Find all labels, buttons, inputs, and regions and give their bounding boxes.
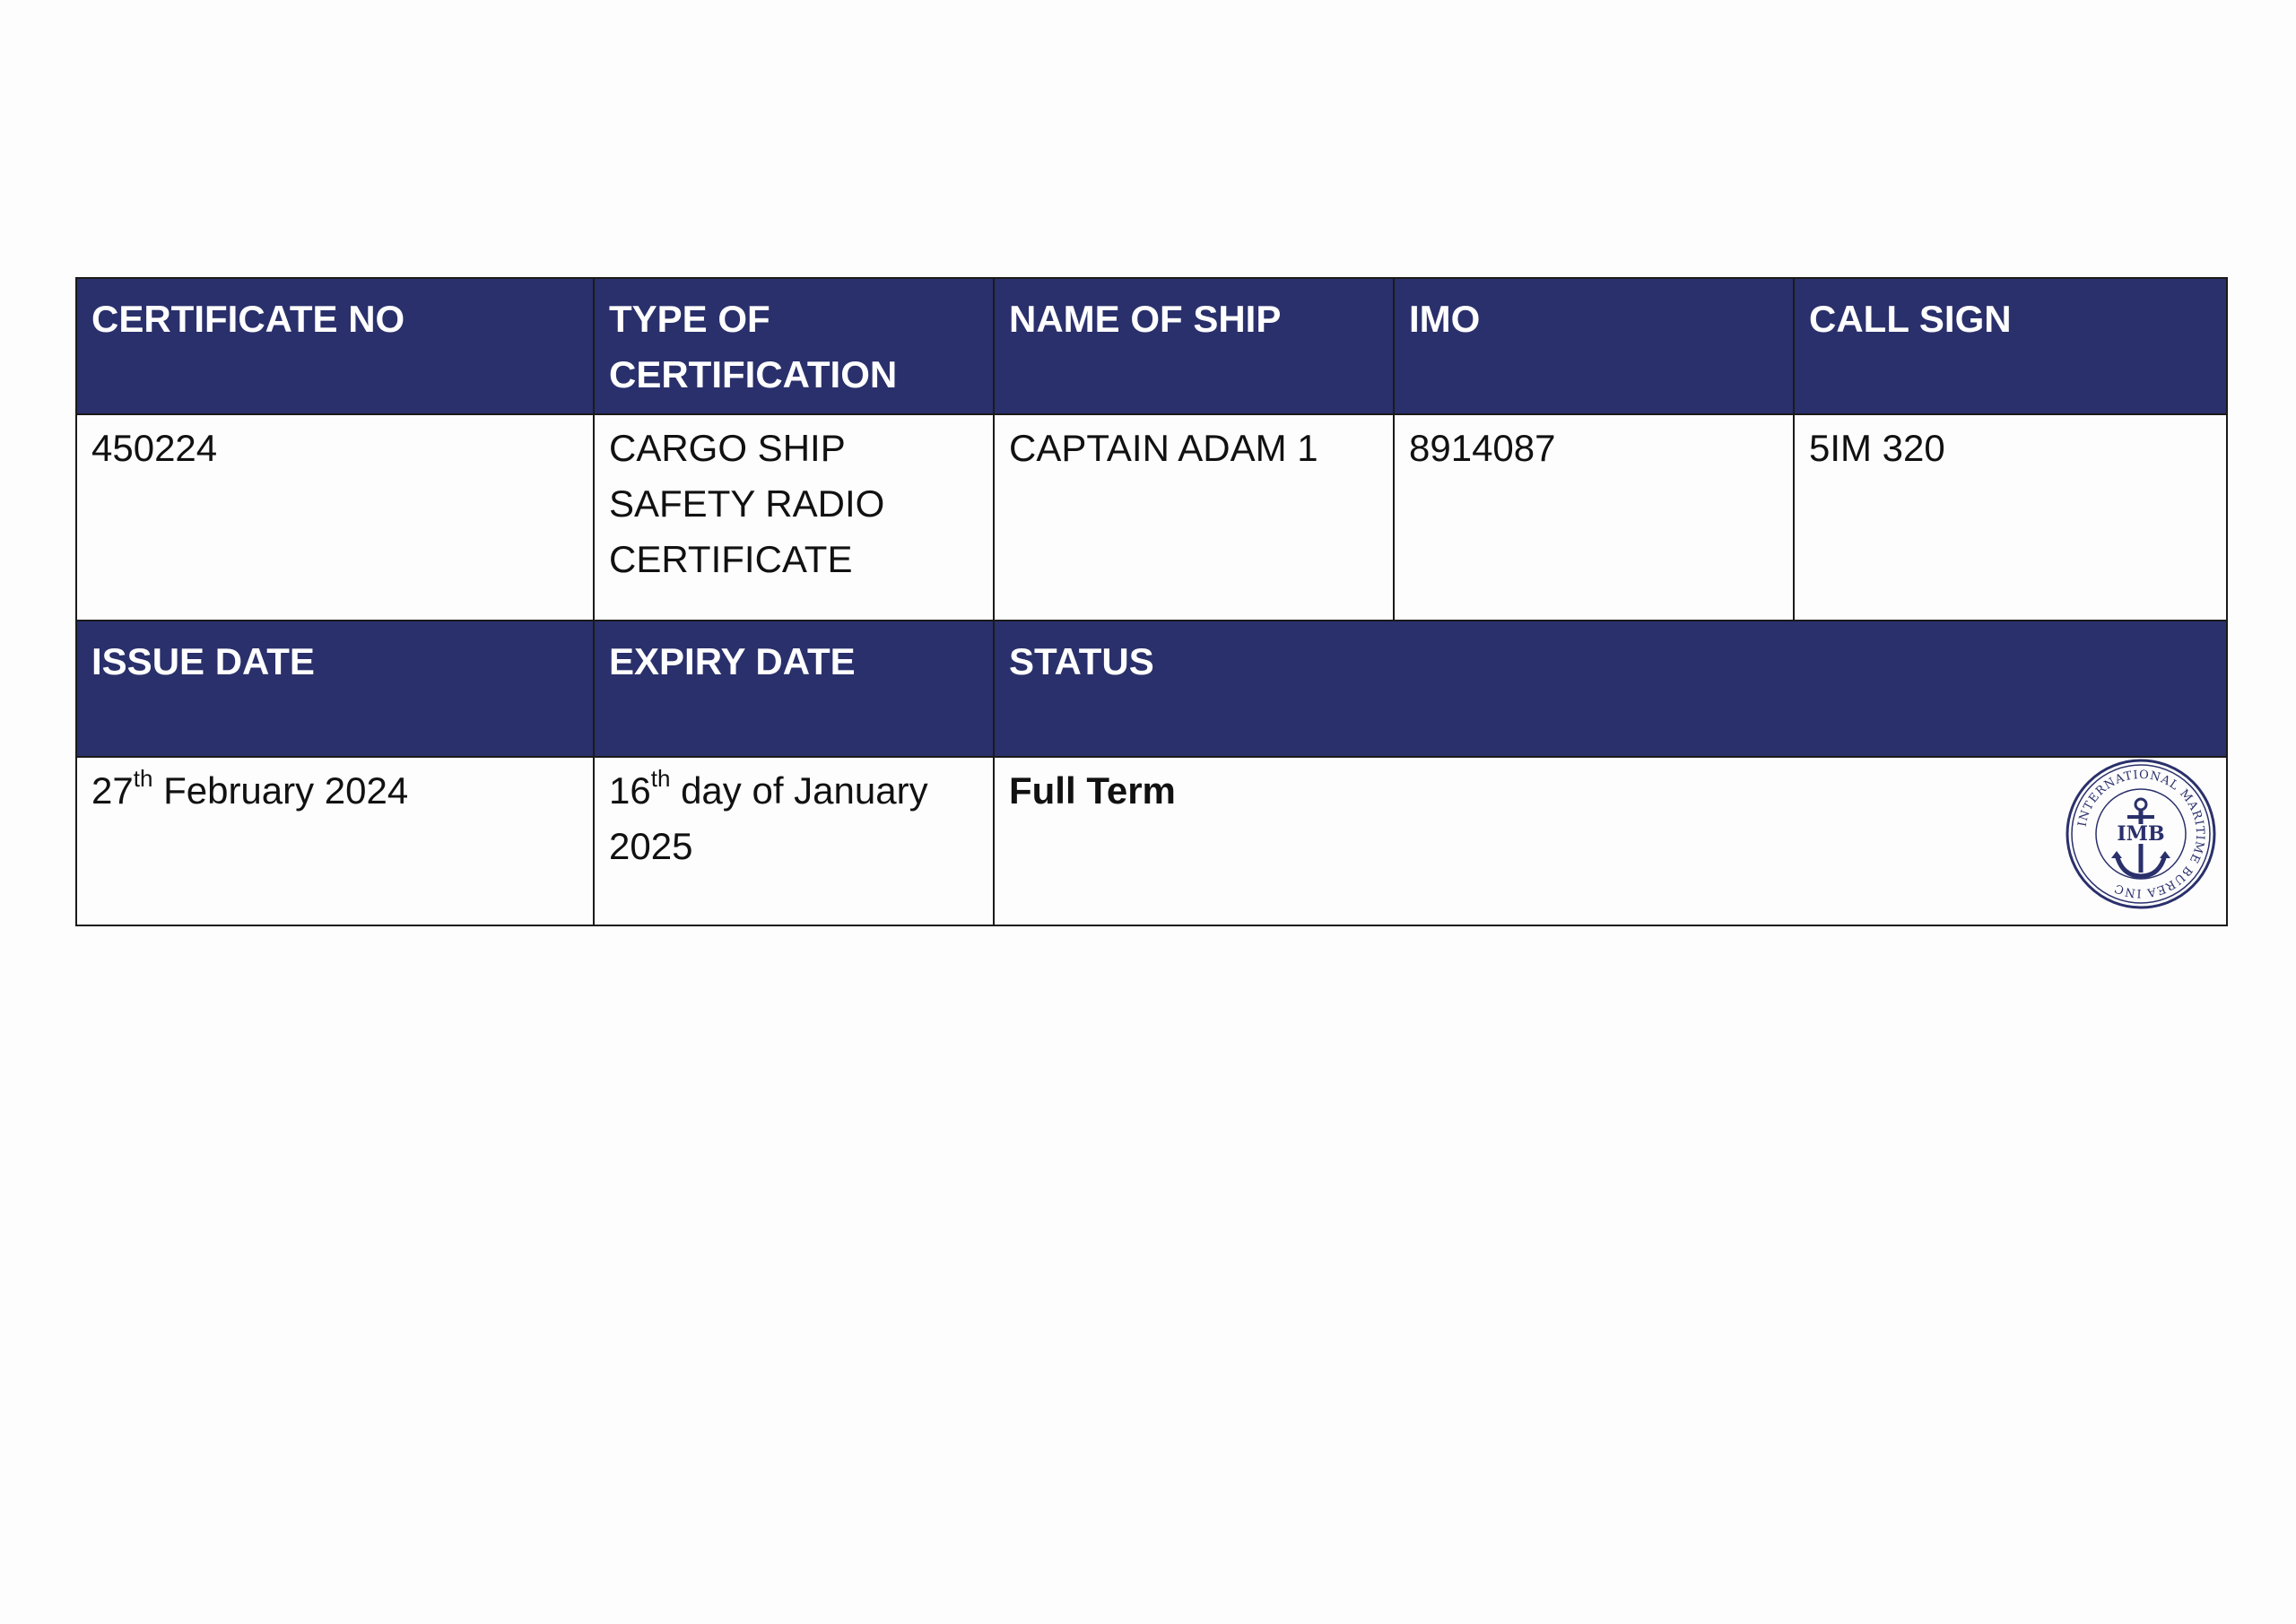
expiry-date-rest: day of January 2025 xyxy=(609,769,928,867)
seal-center-text: IMB xyxy=(2117,822,2165,846)
header-row-2 xyxy=(76,621,2227,757)
status-value: Full Term xyxy=(1009,769,1176,812)
header-issue-date: ISSUE DATE xyxy=(76,621,594,757)
type-of-certification-value: CARGO SHIP SAFETY RADIO CERTIFICATE xyxy=(594,414,994,621)
name-of-ship-value: CAPTAIN ADAM 1 xyxy=(994,414,1394,621)
issue-date-suffix: th xyxy=(133,765,153,792)
call-sign-value: 5IM 320 xyxy=(1794,414,2227,621)
issue-date-day: 27 xyxy=(91,769,134,812)
header-certificate-no: CERTIFICATE NO xyxy=(76,278,594,414)
data-row-1 xyxy=(76,414,2227,621)
expiry-date-day: 16 xyxy=(609,769,651,812)
seal-ring-text: INTERNATIONAL MARITIME BUREA INC xyxy=(2075,768,2207,900)
issue-date-value xyxy=(76,757,594,925)
issue-date-rest: February 2024 xyxy=(152,769,409,812)
header-name-of-ship: NAME OF SHIP xyxy=(994,278,1394,414)
header-call-sign: CALL SIGN xyxy=(1794,278,2227,414)
expiry-date-suffix: th xyxy=(650,765,671,792)
imo-value: 8914087 xyxy=(1394,414,1794,621)
data-row-2 xyxy=(76,757,2227,925)
header-expiry-date: EXPIRY DATE xyxy=(594,621,994,757)
header-row-1 xyxy=(76,278,2227,414)
certificate-no-value: 450224 xyxy=(76,414,594,621)
expiry-date-value xyxy=(594,757,994,925)
imb-seal-logo xyxy=(2065,758,2217,910)
certificate-table xyxy=(75,277,2228,926)
header-type-of-certification: TYPE OF CERTIFICATION xyxy=(594,278,994,414)
header-status: STATUS xyxy=(994,621,2227,757)
header-imo: IMO xyxy=(1394,278,1794,414)
status-value-cell xyxy=(994,757,2227,925)
